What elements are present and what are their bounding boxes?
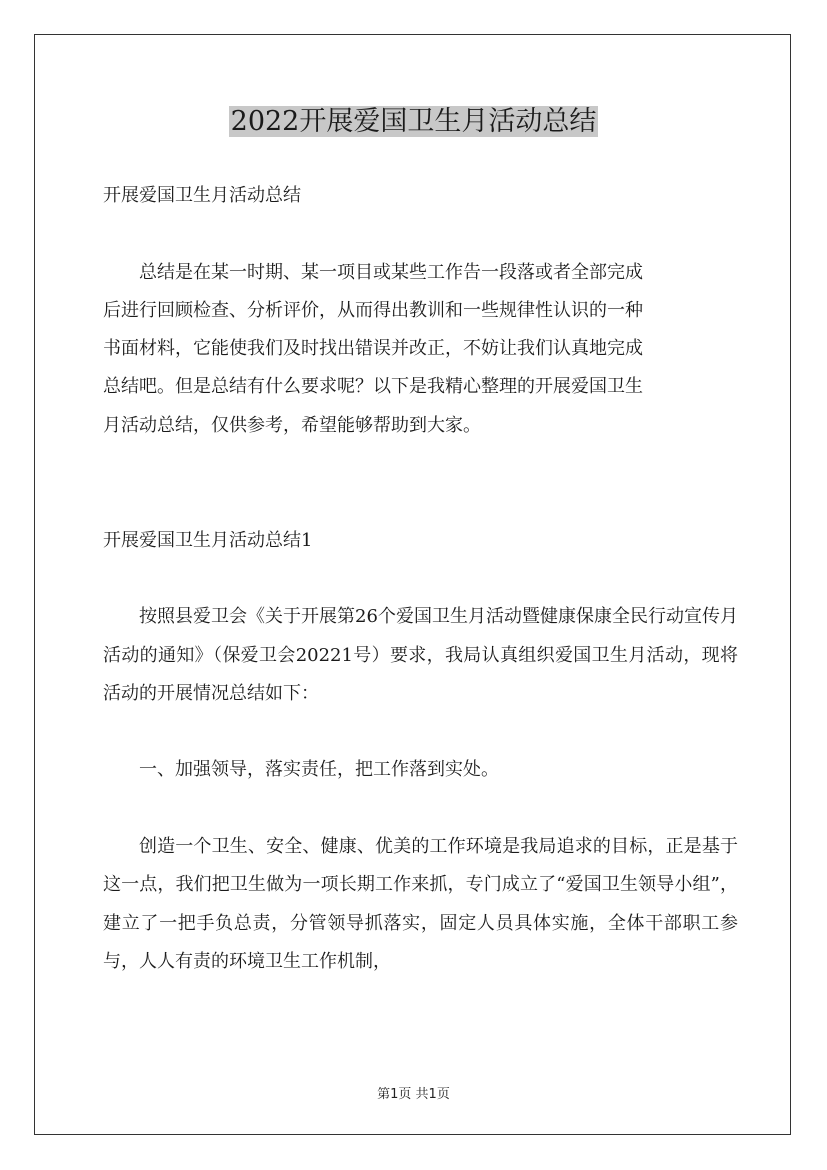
page-footer bbox=[0, 1083, 827, 1102]
intro-line-3: 书面材料，它能使我们及时找出错误并改正，不妨让我们认真地完成 bbox=[103, 338, 643, 360]
intro-line-2: 后进行回顾检查、分析评价，从而得出教训和一些规律性认识的一种 bbox=[103, 299, 643, 321]
section1-point-1: 一、加强领导，落实责任，把工作落到实处。 bbox=[139, 759, 499, 781]
section1-paragraph-2: 创造一个卫生、安全、健康、优美的工作环境是我局追求的目标，正是基于这一点，我们把卫生做为一项长期工作来抓，专门成立了“爱国卫生领导小组”，建立了一把手负总责，分管领导抓落实，固定人员具体实施，全体干部职工参与，人人有责的环境卫生工作机制， bbox=[103, 836, 738, 972]
spacer bbox=[103, 713, 738, 751]
spacer bbox=[103, 483, 738, 521]
document-subtitle: 开展爱国卫生月活动总结 bbox=[103, 185, 301, 206]
document-title-text: 2022开展爱国卫生月活动总结 bbox=[230, 106, 597, 137]
document-title bbox=[0, 104, 827, 140]
spacer bbox=[103, 445, 738, 483]
intro-line-4: 总结吧。但是总结有什么要求呢？以下是我精心整理的开展爱国卫生 bbox=[103, 376, 643, 398]
document-body bbox=[103, 177, 738, 981]
intro-line-5: 月活动总结，仅供参考，希望能够帮助到大家。 bbox=[103, 414, 481, 436]
page-number: 第1页 共1页 bbox=[377, 1087, 450, 1102]
spacer bbox=[103, 560, 738, 598]
section1-heading: 开展爱国卫生月活动总结1 bbox=[103, 529, 313, 551]
intro-line-1: 总结是在某一时期、某一项目或某些工作告一段落或者全部完成 bbox=[139, 261, 643, 283]
spacer bbox=[103, 790, 738, 828]
section1-paragraph-1: 按照县爱卫会《关于开展第26个爱国卫生月活动暨健康保康全民行动宣传月活动的通知》（保爱卫会20221号）要求，我局认真组织爱国卫生月活动，现将活动的开展情况总结如下： bbox=[103, 606, 738, 704]
spacer bbox=[103, 215, 738, 253]
